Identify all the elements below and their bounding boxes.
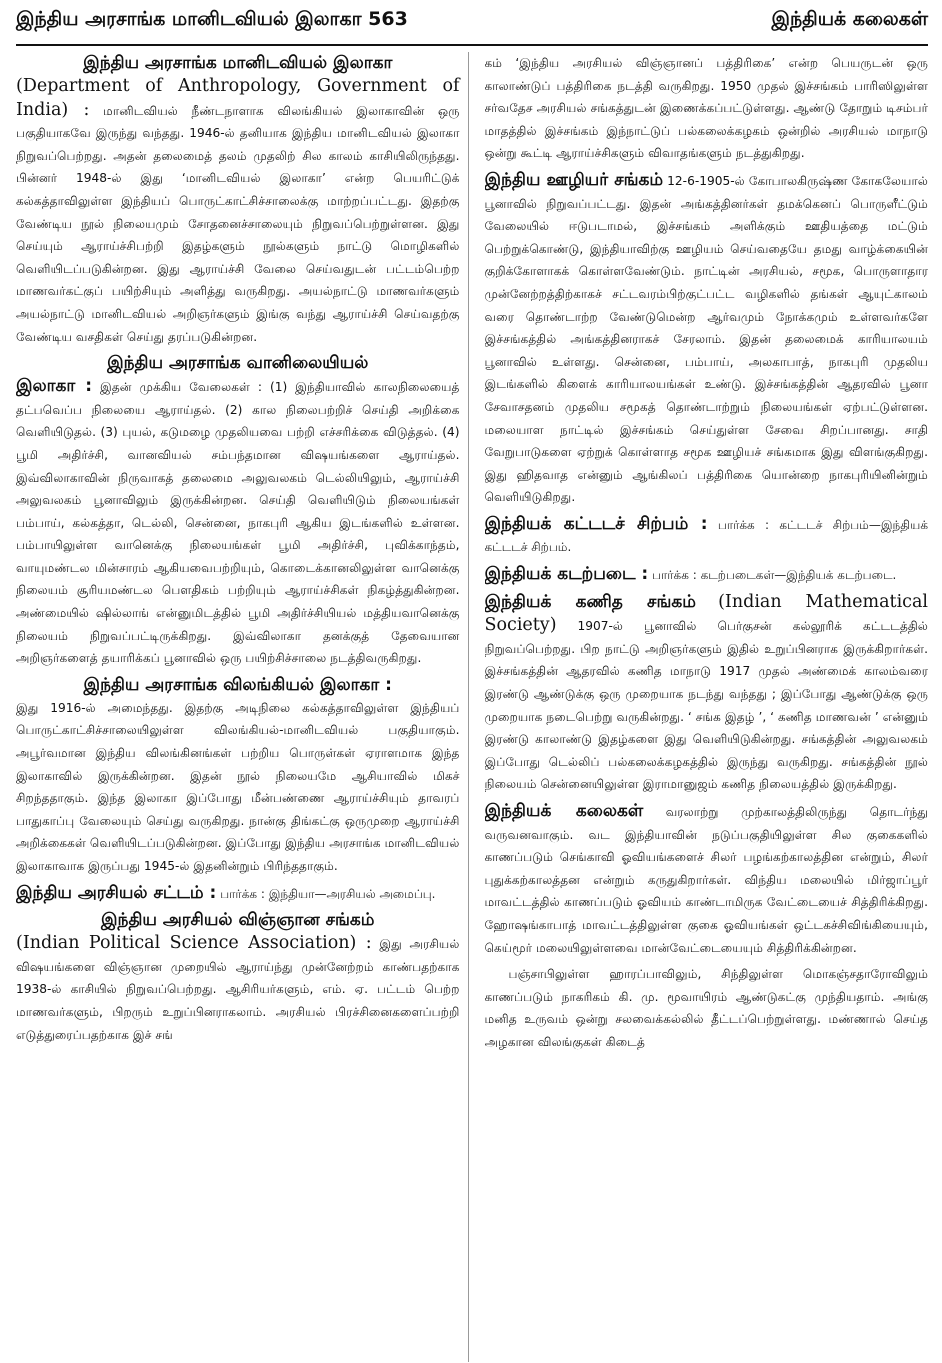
entry-text: இதன் முக்கிய வேலைகள் : (1) இந்தியாவில் காலநிலையைத் தட்பவெப்ப நிலையை ஆராய்தல். (2) கால நிலைபற்றிச் செய்தி அறிக்கை வெளியிடுதல். (3) புயல், கடுமழை முதலியவை பற்றி எச்சரிக்கை விடுத்தல். (4) பூமி அதிர்ச்சி, வானவியல் சம்பந்தமான விஷயங்களை ஆராய்தல். இவ்விலாகாவின் நிருவாகத் தலைமை அலுவலகம் டெல்லியிலும், ஆராய்ச்சி அலுவலகம் பூனாவிலும் இருக்கின்றன. செய்தி வெளியிடும் நிலையங்கள் பம்பாய், கல்கத்தா, டெல்லி, சென்னை, நாகபுரி ஆகிய இடங்களில் உள்ளன. பம்பாயிலுள்ள வானெக்கு நிலையங்கள் பூமி அதிர்ச்சி, புவிக்காந்தம், வாயுமண்டல மின்சாரம் ஆகியவைபற்றியும், கொடைக்கானலிலுள்ள வானெக்கு நிலையம் சூரியமண்டல பௌதிகம் பற்றியும் ஆராய்ச்சிகள் நிகழ்த்துகின்றன. அண்மையில் ஷில்லாங் என்னுமிடத்தில் பூமி அதிர்ச்சியியல் மத்தியவானெக்கு நிலையம் நிறுவப்பட்டிருக்கிறது. இவ்விலாகா தனக்குத் தேவையான அறிஞர்களைத் தயாரிக்கப் பூனாவில் ஒரு பயிற்சிச்சாலை நடத்திவருகிறது. bbox=[16, 380, 460, 666]
entry-servants-society bbox=[485, 169, 929, 509]
entry-navy bbox=[485, 563, 929, 587]
entry-english-title: (Indian Political Science Association) : bbox=[16, 933, 372, 954]
entry-title-cont: இலாகா : bbox=[16, 376, 93, 397]
entry-math-society bbox=[485, 591, 929, 796]
running-head-left: இந்திய அரசாங்க மானிடவியல் இலாகா 563 bbox=[16, 8, 408, 30]
page-header bbox=[16, 8, 928, 46]
entry-text: 12-6-1905-ல் கோபாலகிருஷ்ண கோகலேயால் பூனாவில் நிறுவப்பட்டது. இதன் அங்கத்தினர்கள் தமக்கெனப் பொருளீட்டும் வேலையில் ஈடுபடாமல், இச்சங்கம் அளிக்கும் ஊதியத்தை மட்டும் பெற்றுக்கொண்டு, இந்தியாவிற்கு ஊழியம் செய்வதையே தமது வாழ்க்கையின் குறிக்கோளாகக் கொள்ளவேண்டும். நாட்டின் அரசியல், சமூக, பொருளாதார முன்னேற்றத்திற்காகச் சட்டவரம்பிற்குட்பட்ட வழிகளில் தங்கள் ஆயுட்காலம் வரை தொண்டாற்ற வேண்டுமென்ற ஆர்வமும் நோக்கமும் உள்ளவர்களே இச்சங்கத்தில் அங்கத்தினராகச் சேரலாம். இதன் தலைமைக் காரியாலயம் பூனாவில் உள்ளது. சென்னை, பம்பாய், அலகாபாத், நாகபுரி முதலிய இடங்களில் கிளைக் காரியாலயங்கள் உண்டு. இச்சங்கத்தின் ஆதரவில் பூனா சேவாசதனம் முதலிய சமூகத் தொண்டாற்றும் நிலையங்கள் ஏற்பட்டுள்ளன. மலையாள நாட்டில் இச்சங்கம் செய்துள்ள சேவை சிறப்பானது. சாதி வேறுபாடுகளை ஏற்றுக் கொள்ளாத சமூக ஊழியச் சங்கமாக இது விளங்குகிறது. இது ஹிதவாத என்னும் ஆங்கிலப் பத்திரிகை யொன்றை நாகபுரியினின்றும் வெளியிடுகிறது. bbox=[484, 173, 928, 505]
entry-title: இந்திய ஊழியர் சங்கம் bbox=[484, 169, 664, 190]
entry-text: 1907-ல் பூனாவில் பெர்குசன் கல்லூரிக் கட்டடத்தில் நிறுவப்பெற்றது. பிற நாட்டு அறிஞர்களும் இதில் உறுப்பினராக இருக்கிறார்கள். இச்சங்கத்தின் ஆதரவில் கணித மாநாடு 1917 முதல் அண்மைக் காலம்வரை இரண்டு ஆண்டுக்கு ஒரு முறையாக நடந்து வந்தது ; இப்போது ஆண்டுக்கு ஒரு முறையாக நடைபெற்று வருகின்றது. ‘ சங்க இதழ் ’, ‘ கணித மாணவன் ’ என்னும் இரண்டு காலாண்டு இதழ்களை இது வெளியிடுகின்றது. சங்கத்தின் அலுவலகம் இப்போது டெல்லிப் பல்கலைக்கழகத்தில் இருந்து வருகிறது. சங்கத்தின் நூல் நிலையம் சென்னையிலுள்ள இராமானுஜம் கணித நிலையத்தில் இருக்கிறது. bbox=[484, 619, 928, 792]
entry-title: இந்திய அரசியல் சட்டம் : bbox=[16, 882, 217, 903]
entry-text: வரலாற்று முற்காலத்திலிருந்து தொடர்ந்து வருவனவாகும். வட இந்தியாவின் நடுப்பகுதியிலுள்ள சில குகைகளில் காணப்படும் செங்காவி ஓவியங்களைச் சிலர் பழங்கற்காலத்தின என்றும், சிலர் புதுக்கற்காலத்தன என்றும் கருதுகிறார்கள். விந்திய மலையில் மிர்ஜாப்பூர் மாவட்டத்தில் காணப்படும் ஓவியம் காண்டாமிருக வேட்டையைச் சித்திரிக்கிறது. ஹோஷங்காபாத் மாவட்டத்திலுள்ள குகை ஓவியங்கள் ஒட்டகச்சிவிங்கியையும், கெய்மூர் மலையிலுள்ளவை மான்வேட்டையையும் சித்திரிக்கின்றன. bbox=[484, 805, 928, 955]
entry-title: இந்திய அரசியல் விஞ்ஞான சங்கம் bbox=[101, 910, 375, 931]
entry-constitution bbox=[16, 882, 460, 906]
entry-english-title: (Department of Anthropology, Government of India) : bbox=[16, 76, 460, 120]
entry-text: இது அரசியல் விஷயங்களை விஞ்ஞான முறையில் ஆராய்ந்து முன்னேற்றம் காண்பதற்காக 1938-ல் காசியில் நிறுவப்பெற்றது. ஆசிரியர்களும், எம். ஏ. பட்டம் பெற்ற மாணவர்களும், பிறரும் உறுப்பினராகலாம். அரசியல் பிரச்சினைகளைப்பற்றி எடுத்துரைப்பதற்காக இச் சங் bbox=[16, 937, 460, 1042]
entry-indian-arts-para2: பஞ்சாபிலுள்ள ஹாரப்பாவிலும், சிந்திலுள்ள மொகஞ்சதாரோவிலும் காணப்படும் நாகரிகம் கி. மு. மூவாயிரம் ஆண்டுகட்கு முந்தியதாம். அங்கு மனித உருவம் ஒன்று சலவைக்கல்லில் தீட்டப்பெற்றுள்ளது. மண்ணால் செய்த அழகான விலங்குகள் கிடைத் bbox=[484, 967, 928, 1049]
running-head-right: இந்தியக் கலைகள் bbox=[771, 8, 928, 30]
entry-title: இந்தியக் கலைகள் bbox=[484, 801, 644, 821]
right-column bbox=[485, 52, 929, 1362]
left-column bbox=[16, 52, 469, 1362]
entry-text: பார்க்க : கடற்படைகள்—இந்தியக் கடற்படை. bbox=[652, 568, 897, 583]
entry-meteorology bbox=[16, 352, 460, 670]
entry-text: மானிடவியல் நீண்டநாளாக விலங்கியல் இலாகாவின் ஒரு பகுதியாகவே இருந்து வந்தது. 1946-ல் தனியாக இந்திய மானிடவியல் இலாகா நிறுவப்பெற்றது. அதன் தலைமைத் தலம் முதலிற் சில காலம் காசியிலிருந்தது. பின்னர் 1948-ல் இது ‘மானிடவியல் இலாகா’ என்ற பெயரிட்டுக் கல்கத்தாவிலுள்ள இந்தியப் பொருட்காட்சிச்சாலைக்கு மாற்றப்பட்டது. இதற்கு வேண்டிய நூல் நிலையமும் சோதனைச்சாலையும் நிறுவப்பெற்றுள்ளன. இது செய்யும் ஆராய்ச்சிபற்றி இதழ்களும் நூல்களும் நாட்டு மொழிகளில் வெளியிடப்படுகின்றன. இது ஆராய்ச்சி வேலை செய்வதுடன் பட்டம்பெற்ற மாணவர்கட்குப் பயிற்சியும் அளித்து வருகிறது. அயல்நாட்டு மாணவர்களும் அயல்நாட்டு மானிடவியல் அறிஞர்களும் இங்கு வந்து ஆராய்ச்சி செய்வதற்கு வேண்டிய வசதிகள் செய்து தரப்படுகின்றன. bbox=[16, 103, 460, 344]
entry-text: பார்க்க : இந்தியா—அரசியல் அமைப்பு. bbox=[220, 886, 436, 901]
entry-zoology bbox=[16, 674, 460, 878]
entry-political-science bbox=[16, 909, 460, 1046]
entry-title: இந்திய அரசாங்க விலங்கியல் இலாகா : bbox=[83, 674, 392, 695]
entry-anthropology bbox=[16, 52, 460, 348]
two-column-body bbox=[16, 52, 928, 1362]
entry-title: இந்திய அரசாங்க மானிடவியல் இலாகா bbox=[83, 53, 393, 73]
entry-text: இது 1916-ல் அமைந்தது. இதற்கு அடிநிலை கல்கத்தாவிலுள்ள இந்தியப் பொருட்காட்சிச்சாலையிலுள்ள விலங்கியல்-மானிடவியல் பகுதியாகும். அபூர்வமான இந்திய விலங்கினங்கள் பற்றிய பொருள்கள் ஏராளமாக இந்த இலாகாவில் இருக்கின்றன. இதன் நூல் நிலையமே ஆசியாவில் மிகச் சிறந்ததாகும். இந்த இலாகா இப்போது மீன்பண்ணை ஆராய்ச்சியும் தாவரப் பாதுகாப்பு வேலையும் செய்து வருகிறது. நான்கு திங்கட்கு ஒருமுறை ஆராய்ச்சி அறிக்கைகள் வெளியிடப்படுகின்றன. இப்போது இந்திய அரசாங்க மானிடவியல் இலாகாவாக இருப்பது 1945-ல் இதனின்றும் பிரிந்ததாகும். bbox=[16, 700, 460, 873]
entry-architecture bbox=[485, 513, 929, 559]
entry-english-title: (Indian Mathematical Society) bbox=[484, 591, 928, 636]
entry-title: இந்தியக் கட்டடச் சிற்பம் : bbox=[484, 513, 708, 534]
entry-title: இந்தியக் கடற்படை : bbox=[484, 564, 649, 585]
entry-text: பார்க்க : கட்டடச் சிற்பம்—இந்தியக் கட்டடச் சிற்பம். bbox=[484, 517, 928, 555]
entry-indian-arts bbox=[485, 800, 929, 959]
entry-continuation: கம் ‘இந்திய அரசியல் விஞ்ஞானப் பத்திரிகை’ என்ற பெயருடன் ஒரு காலாண்டுப் பத்திரிகை நடத்தி வருகிறது. 1950 முதல் இச்சங்கம் பாரிஸிலுள்ள சர்வதேச அரசியல் சங்கத்துடன் இணைக்கப்பட்டுள்ளது. ஆண்டு தோறும் டிசம்பர் மாதத்தில் இச்சங்கம் இந்நாட்டுப் பல்கலைக்கழகம் ஒன்றில் அரசியல் மாநாடு ஒன்று கூட்டி ஆராய்ச்சிகளும் விவாதங்களும் நடத்துகிறது. bbox=[484, 56, 928, 161]
entry-title: இந்தியக் கணித சங்கம் bbox=[484, 591, 696, 612]
entry-title: இந்திய அரசாங்க வானிலையியல் bbox=[107, 353, 369, 374]
